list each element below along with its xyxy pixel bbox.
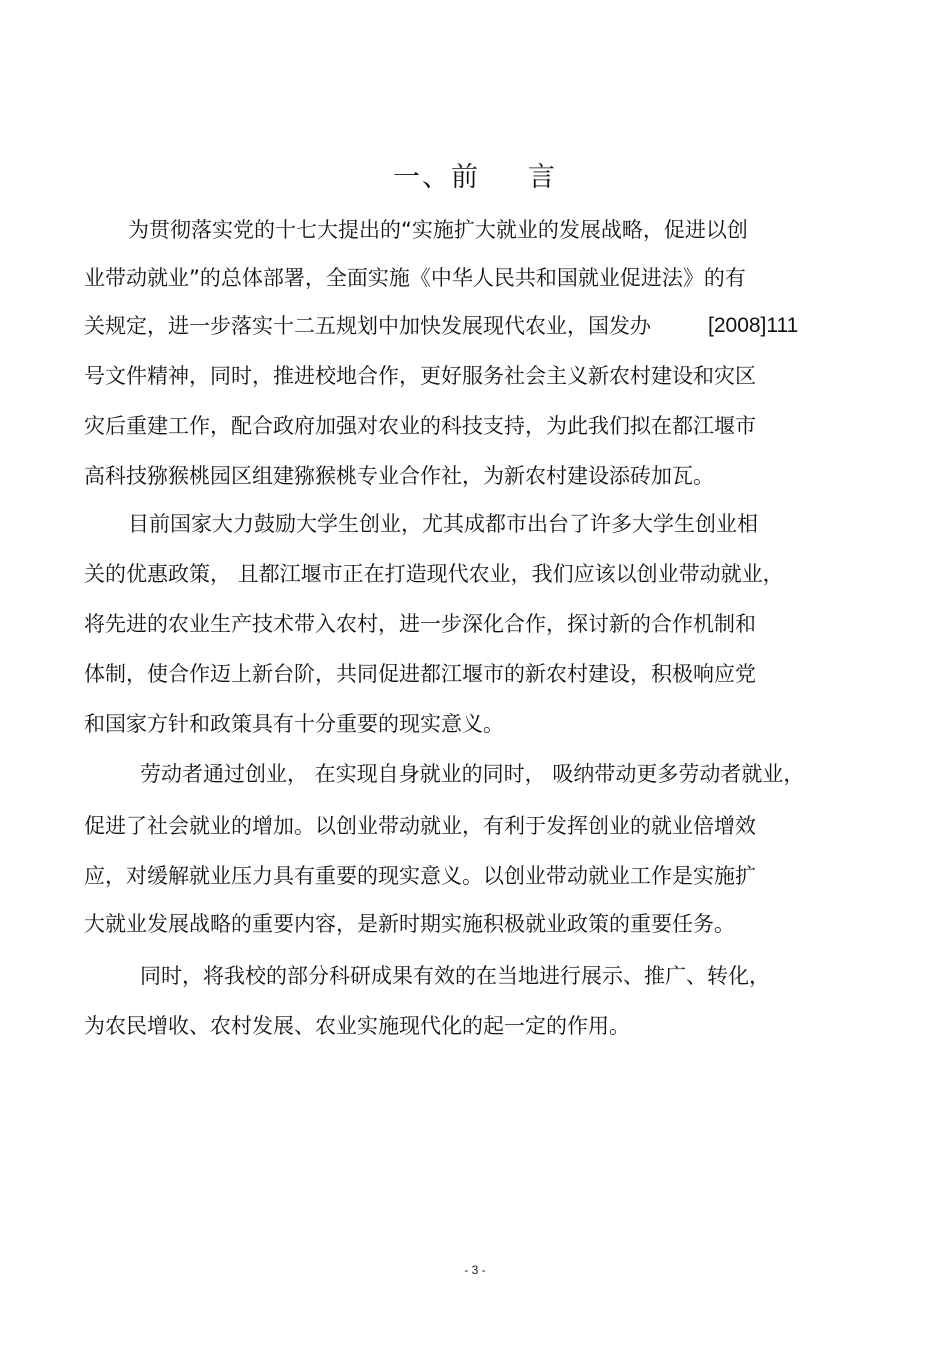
paragraph-1-line-2: 业带动就业”的总体部署，全面实施《中华人民共和国就业促进法》的有 xyxy=(84,266,746,290)
paragraph-1-line-3: 关规定，进一步落实十二五规划中加快发展现代农业，国发办 xyxy=(84,314,651,338)
paragraph-2-line-1: 目前国家大力鼓励大学生创业，尤其成都市出台了许多大学生创业相 xyxy=(128,512,758,536)
paragraph-2-line-5: 和国家方针和政策具有十分重要的现实意义。 xyxy=(84,712,504,736)
paragraph-2-line-4: 体制，使合作迈上新台阶，共同促进都江堰市的新农村建设，积极响应党 xyxy=(84,662,756,686)
paragraph-3-line-2: 促进了社会就业的增加。以创业带动就业，有利于发挥创业的就业倍增效 xyxy=(84,814,756,838)
paragraph-2-line-2: 关的优惠政策， 且都江堰市正在打造现代农业，我们应该以创业带动就业， xyxy=(84,562,784,586)
paragraph-4-line-2: 为农民增收、农村发展、农业实施现代化的起一定的作用。 xyxy=(84,1014,630,1038)
paragraph-1-line-4: 号文件精神，同时，推进校地合作，更好服务社会主义新农村建设和灾区 xyxy=(84,364,756,388)
paragraph-3-line-3: 应，对缓解就业压力具有重要的现实意义。以创业带动就业工作是实施扩 xyxy=(84,864,756,888)
paragraph-1-line-1: 为贯彻落实党的十七大提出的“实施扩大就业的发展战略，促进以创 xyxy=(128,218,748,242)
section-heading xyxy=(0,158,950,198)
paragraph-1-line-6: 高科技猕猴桃园区组建猕猴桃专业合作社，为新农村建设添砖加瓦。 xyxy=(84,464,714,488)
page-number: - 3 - xyxy=(464,1263,486,1277)
paragraph-3-line-1: 劳动者通过创业， 在实现自身就业的同时， 吸纳带动更多劳动者就业， xyxy=(140,762,805,786)
paragraph-4-line-1: 同时，将我校的部分科研成果有效的在当地进行展示、推广、转化， xyxy=(140,964,770,988)
document-reference-number: [2008]111 xyxy=(708,314,799,337)
paragraph-2-line-3: 将先进的农业生产技术带入农村，进一步深化合作，探讨新的合作机制和 xyxy=(84,612,756,636)
paragraph-3-line-4: 大就业发展战略的重要内容，是新时期实施积极就业政策的重要任务。 xyxy=(84,912,735,936)
section-heading-word: 言 xyxy=(528,162,557,193)
paragraph-1-line-5: 灾后重建工作，配合政府加强对农业的科技支持，为此我们拟在都江堰市 xyxy=(84,414,756,438)
section-heading-number: 一、前 xyxy=(393,162,480,193)
